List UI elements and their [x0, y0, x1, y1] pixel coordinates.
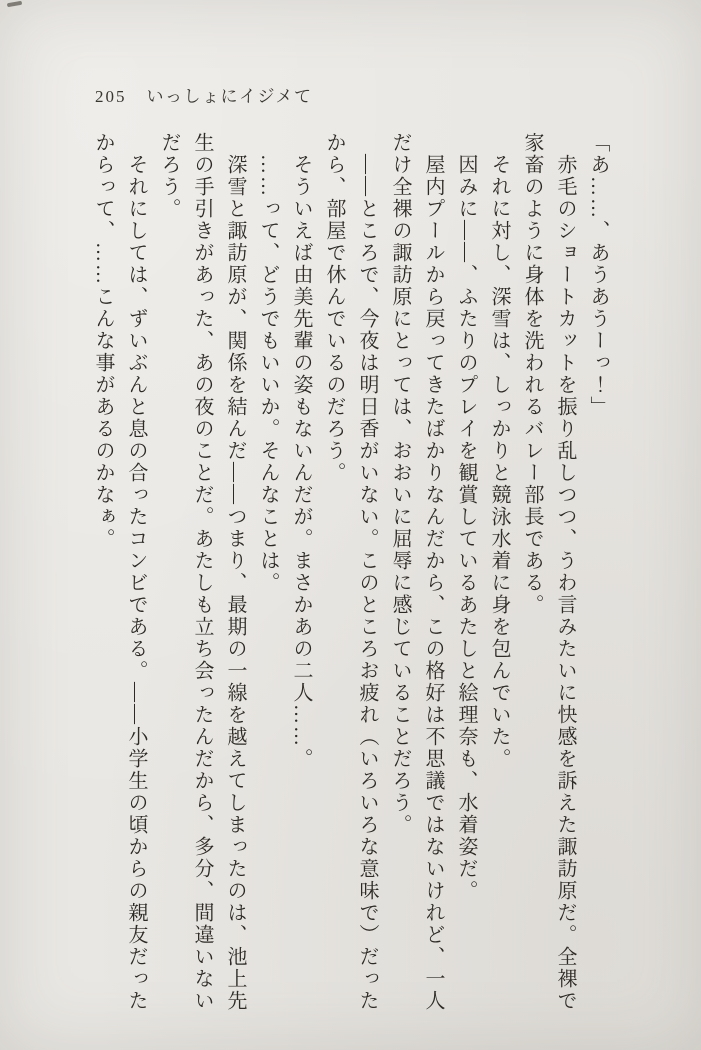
paragraph: ……って、どうでもいいか。そんなことは。 — [257, 154, 279, 594]
paragraph: ――ところで、今夜は明日香がいない。このところお疲れ（いろいろな意味で）だったから、部屋で休んでいるのだろう。 — [323, 132, 378, 1012]
paragraph: 深雪と諏訪原が、関係を結んだ――つまり、最期の一線を越えてしまったのは、池上先生の手引きがあった、あの夜のことだ。あたしも立ち会ったんだから、多分、間違いないだろう。 — [158, 132, 246, 1012]
chapter-title: いっしょにイジメて — [146, 87, 313, 106]
paragraph: そういえば由美先輩の姿もないんだが。まさかあの二人……。 — [290, 154, 312, 770]
paragraph: 因みに――、ふたりのプレイを観賞しているあたしと絵理奈も、水着姿だ。 — [455, 154, 477, 902]
page-number: 205 — [95, 87, 127, 106]
paragraph: 赤毛のショートカットを振り乱しつつ、うわ言みたいに快感を訴えた諏訪原だ。全裸で家畜のように身体を洗われるバレー部長である。 — [521, 132, 576, 1012]
paragraph: 「あ……、あうあうーっ！」 — [587, 132, 609, 418]
scan-artifact — [7, 1, 22, 8]
paragraph: それに対し、深雪は、しっかりと競泳水着に身を包んでいた。 — [488, 154, 510, 770]
paragraph: 屋内プールから戻ってきたばかりなんだから、この格好は不思議ではないけれど、一人だけ全裸の諏訪原にとっては、おおいに屈辱に感じていることだろう。 — [389, 132, 444, 1012]
paragraph: それにしては、ずいぶんと息の合ったコンビである。――小学生の頃からの親友だったからって、……こんな事があるのかなぁ。 — [92, 132, 147, 1012]
body-text — [82, 132, 614, 1022]
page-header — [95, 82, 313, 107]
